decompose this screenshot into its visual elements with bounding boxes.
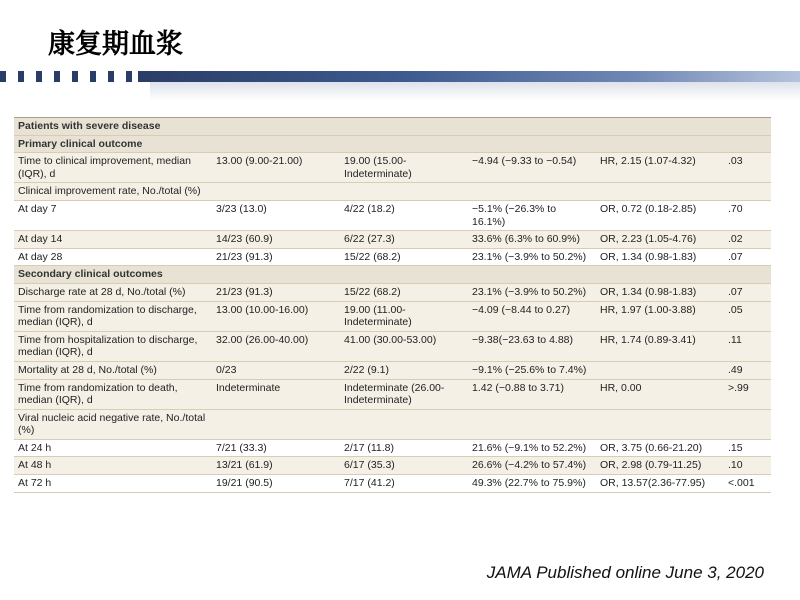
table-row [14, 439, 771, 457]
header-dot [18, 71, 24, 82]
header-dot [54, 71, 60, 82]
table-cell [212, 183, 340, 201]
table-cell: .49 [724, 361, 771, 379]
table-row [14, 361, 771, 379]
header-dot [117, 71, 123, 82]
table-row [14, 231, 771, 249]
table-row [14, 301, 771, 331]
table-row [14, 283, 771, 301]
table-cell: 21/23 (91.3) [212, 248, 340, 266]
table-cell: <.001 [724, 475, 771, 493]
row-label: At 48 h [14, 457, 212, 475]
table-cell: .10 [724, 457, 771, 475]
table-cell: 21.6% (−9.1% to 52.2%) [468, 439, 596, 457]
table-cell: .07 [724, 283, 771, 301]
table-cell: 6/17 (35.3) [340, 457, 468, 475]
header-dot [63, 71, 69, 82]
table-cell [596, 361, 724, 379]
table-cell: OR, 0.72 (0.18-2.85) [596, 200, 724, 230]
header-dot [36, 71, 42, 82]
table-section-header [14, 135, 771, 153]
table-cell: >.99 [724, 379, 771, 409]
header-dot [72, 71, 78, 82]
table-cell: 2/17 (11.8) [340, 439, 468, 457]
table-cell: 15/22 (68.2) [340, 248, 468, 266]
row-label: Time from randomization to death, median (IQR), d [14, 379, 212, 409]
section-label: Patients with severe disease [14, 118, 771, 136]
table-cell [340, 183, 468, 201]
table-cell: 32.00 (26.00-40.00) [212, 331, 340, 361]
table-section-header [14, 118, 771, 136]
table-row [14, 475, 771, 493]
row-label: Clinical improvement rate, No./total (%) [14, 183, 212, 201]
table-section-header [14, 266, 771, 284]
table-cell [468, 183, 596, 201]
table-cell: HR, 2.15 (1.07-4.32) [596, 153, 724, 183]
table-cell: OR, 2.98 (0.79-11.25) [596, 457, 724, 475]
header-gradient-bar [138, 71, 800, 82]
table-cell: .15 [724, 439, 771, 457]
section-label: Primary clinical outcome [14, 135, 771, 153]
table-cell: HR, 0.00 [596, 379, 724, 409]
table-row [14, 183, 771, 201]
results-table-container [14, 117, 771, 493]
table-cell: 23.1% (−3.9% to 50.2%) [468, 283, 596, 301]
table-row [14, 248, 771, 266]
header-dot [45, 71, 51, 82]
header-dot [108, 71, 114, 82]
table-cell: 15/22 (68.2) [340, 283, 468, 301]
table-cell: 21/23 (91.3) [212, 283, 340, 301]
table-row [14, 331, 771, 361]
table-row [14, 409, 771, 439]
table-row [14, 379, 771, 409]
results-table [14, 117, 771, 493]
table-cell [596, 183, 724, 201]
table-cell: 6/22 (27.3) [340, 231, 468, 249]
header-dot [90, 71, 96, 82]
table-cell: 41.00 (30.00-53.00) [340, 331, 468, 361]
row-label: At 72 h [14, 475, 212, 493]
table-cell: Indeterminate (26.00-Indeterminate) [340, 379, 468, 409]
table-cell: −9.38(−23.63 to 4.88) [468, 331, 596, 361]
table-cell: .70 [724, 200, 771, 230]
row-label: Time to clinical improvement, median (IQR), d [14, 153, 212, 183]
header-dot [126, 71, 132, 82]
table-cell: .03 [724, 153, 771, 183]
table-cell [468, 409, 596, 439]
table-cell: 13.00 (10.00-16.00) [212, 301, 340, 331]
table-cell: 19.00 (11.00-Indeterminate) [340, 301, 468, 331]
table-cell: 19.00 (15.00-Indeterminate) [340, 153, 468, 183]
header-shadow [150, 82, 800, 100]
table-cell: Indeterminate [212, 379, 340, 409]
table-cell [212, 409, 340, 439]
table-cell [340, 409, 468, 439]
table-cell: .07 [724, 248, 771, 266]
table-row [14, 200, 771, 230]
header-dot [27, 71, 33, 82]
header-dot [9, 71, 15, 82]
table-cell: OR, 13.57(2.36-77.95) [596, 475, 724, 493]
table-cell [596, 409, 724, 439]
slide-title: 康复期血浆 [48, 29, 183, 60]
table-cell: −5.1% (−26.3% to 16.1%) [468, 200, 596, 230]
header-dot [0, 71, 6, 82]
section-label: Secondary clinical outcomes [14, 266, 771, 284]
table-cell: 33.6% (6.3% to 60.9%) [468, 231, 596, 249]
table-cell: 0/23 [212, 361, 340, 379]
row-label: Viral nucleic acid negative rate, No./total (%) [14, 409, 212, 439]
table-cell: 7/17 (41.2) [340, 475, 468, 493]
row-label: At day 7 [14, 200, 212, 230]
citation-text: JAMA Published online June 3, 2020 [486, 563, 764, 582]
table-cell: OR, 1.34 (0.98-1.83) [596, 283, 724, 301]
table-row [14, 153, 771, 183]
table-cell: 13.00 (9.00-21.00) [212, 153, 340, 183]
table-row [14, 457, 771, 475]
table-cell: HR, 1.74 (0.89-3.41) [596, 331, 724, 361]
table-cell: OR, 3.75 (0.66-21.20) [596, 439, 724, 457]
table-cell: −9.1% (−25.6% to 7.4%) [468, 361, 596, 379]
table-cell: 1.42 (−0.88 to 3.71) [468, 379, 596, 409]
row-label: At day 14 [14, 231, 212, 249]
table-cell: 19/21 (90.5) [212, 475, 340, 493]
table-cell: 13/21 (61.9) [212, 457, 340, 475]
table-cell: 3/23 (13.0) [212, 200, 340, 230]
row-label: Mortality at 28 d, No./total (%) [14, 361, 212, 379]
table-cell: HR, 1.97 (1.00-3.88) [596, 301, 724, 331]
row-label: At day 28 [14, 248, 212, 266]
row-label: At 24 h [14, 439, 212, 457]
header-decorative-bar [0, 71, 800, 82]
table-cell: 2/22 (9.1) [340, 361, 468, 379]
header-dot [81, 71, 87, 82]
table-cell: 26.6% (−4.2% to 57.4%) [468, 457, 596, 475]
table-cell [724, 183, 771, 201]
table-cell: 4/22 (18.2) [340, 200, 468, 230]
table-cell [724, 409, 771, 439]
row-label: Discharge rate at 28 d, No./total (%) [14, 283, 212, 301]
header-dot [99, 71, 105, 82]
table-cell: OR, 2.23 (1.05-4.76) [596, 231, 724, 249]
table-cell: .11 [724, 331, 771, 361]
table-cell: .02 [724, 231, 771, 249]
table-cell: 7/21 (33.3) [212, 439, 340, 457]
row-label: Time from hospitalization to discharge, median (IQR), d [14, 331, 212, 361]
table-cell: −4.09 (−8.44 to 0.27) [468, 301, 596, 331]
table-cell: OR, 1.34 (0.98-1.83) [596, 248, 724, 266]
table-cell: .05 [724, 301, 771, 331]
table-cell: 14/23 (60.9) [212, 231, 340, 249]
table-cell: 23.1% (−3.9% to 50.2%) [468, 248, 596, 266]
table-cell: −4.94 (−9.33 to −0.54) [468, 153, 596, 183]
table-cell: 49.3% (22.7% to 75.9%) [468, 475, 596, 493]
row-label: Time from randomization to discharge, median (IQR), d [14, 301, 212, 331]
